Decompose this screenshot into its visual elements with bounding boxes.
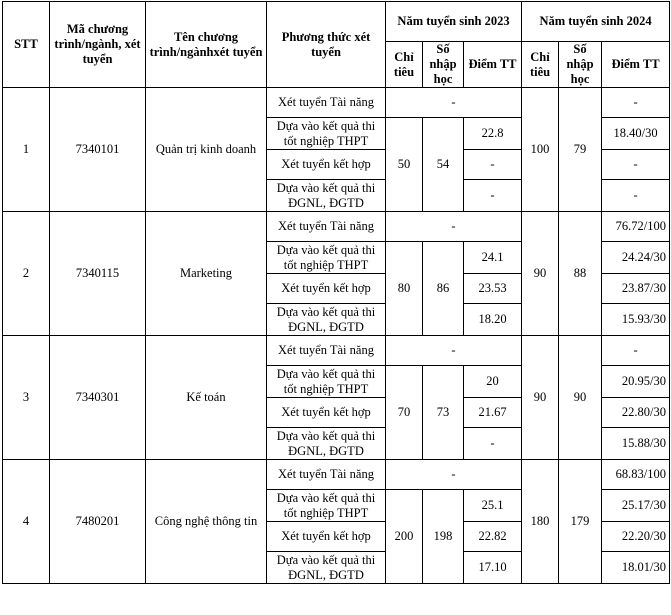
- cell-enrolled-2023: 54: [423, 118, 464, 212]
- cell-score-2024: 24.24/30: [602, 242, 670, 274]
- cell-quota-2024: 100: [522, 88, 559, 212]
- header-score-2024: Điểm TT: [602, 42, 670, 88]
- cell-score-2024: -: [602, 88, 670, 118]
- cell-program-code: 7340301: [50, 336, 146, 460]
- cell-stt: 1: [3, 88, 50, 212]
- cell-score-2023: 17.10: [464, 552, 522, 584]
- table-body: [3, 88, 670, 584]
- cell-method: Xét tuyển kết hợp: [267, 398, 386, 428]
- cell-enrolled-2023: 73: [423, 366, 464, 460]
- cell-score-2023: 20: [464, 366, 522, 398]
- header-enrolled-2024: Số nhập học: [559, 42, 602, 88]
- cell-score-2023: 22.8: [464, 118, 522, 150]
- cell-score-2023: 24.1: [464, 242, 522, 274]
- header-enrolled-2023: Số nhập học: [423, 42, 464, 88]
- cell-score-2024: 15.93/30: [602, 304, 670, 336]
- table-row: [3, 336, 670, 366]
- cell-talent-2023: -: [386, 88, 522, 118]
- cell-score-2024: -: [602, 180, 670, 212]
- cell-method: Dựa vào kết quả thi tốt nghiệp THPT: [267, 366, 386, 398]
- header-program-code: Mã chương trình/ngành, xét tuyển: [50, 2, 146, 88]
- cell-method: Xét tuyển kết hợp: [267, 522, 386, 552]
- cell-program-code: 7340101: [50, 88, 146, 212]
- cell-program-name: Marketing: [146, 212, 267, 336]
- cell-program-code: 7480201: [50, 460, 146, 584]
- cell-score-2024: -: [602, 336, 670, 366]
- cell-method: Xét tuyển Tài năng: [267, 336, 386, 366]
- cell-method: Dựa vào kết quả thi tốt nghiệp THPT: [267, 118, 386, 150]
- table-row: [3, 88, 670, 118]
- cell-quota-2023: 200: [386, 490, 423, 584]
- cell-score-2023: -: [464, 428, 522, 460]
- header-admission-method: Phương thức xét tuyển: [267, 2, 386, 88]
- header-score-2023: Điểm TT: [464, 42, 522, 88]
- cell-score-2024: 68.83/100: [602, 460, 670, 490]
- table-row: [3, 212, 670, 242]
- cell-talent-2023: -: [386, 212, 522, 242]
- cell-enrolled-2024: 79: [559, 88, 602, 212]
- cell-quota-2023: 80: [386, 242, 423, 336]
- cell-score-2023: -: [464, 180, 522, 212]
- cell-quota-2024: 90: [522, 336, 559, 460]
- cell-stt: 2: [3, 212, 50, 336]
- cell-stt: 4: [3, 460, 50, 584]
- cell-program-name: Quản trị kinh doanh: [146, 88, 267, 212]
- cell-score-2024: 22.20/30: [602, 522, 670, 552]
- cell-talent-2023: -: [386, 336, 522, 366]
- cell-score-2024: 76.72/100: [602, 212, 670, 242]
- table-row: [3, 460, 670, 490]
- cell-enrolled-2024: 179: [559, 460, 602, 584]
- header-quota-2023: Chỉ tiêu: [386, 42, 423, 88]
- cell-score-2024: 22.80/30: [602, 398, 670, 428]
- header-year-2023: Năm tuyển sinh 2023: [386, 2, 522, 42]
- table-header: [3, 2, 670, 88]
- cell-method: Dựa vào kết quả thi tốt nghiệp THPT: [267, 490, 386, 522]
- cell-program-code: 7340115: [50, 212, 146, 336]
- cell-score-2023: 22.82: [464, 522, 522, 552]
- cell-enrolled-2024: 90: [559, 336, 602, 460]
- cell-quota-2024: 180: [522, 460, 559, 584]
- cell-score-2024: 23.87/30: [602, 274, 670, 304]
- cell-method: Dựa vào kết quả thi ĐGNL, ĐGTD: [267, 552, 386, 584]
- cell-method: Xét tuyển kết hợp: [267, 150, 386, 180]
- cell-quota-2024: 90: [522, 212, 559, 336]
- cell-enrolled-2024: 88: [559, 212, 602, 336]
- cell-method: Xét tuyển Tài năng: [267, 460, 386, 490]
- cell-score-2024: 18.01/30: [602, 552, 670, 584]
- cell-quota-2023: 50: [386, 118, 423, 212]
- cell-method: Dựa vào kết quả thi ĐGNL, ĐGTD: [267, 180, 386, 212]
- cell-method: Xét tuyển kết hợp: [267, 274, 386, 304]
- cell-score-2024: 20.95/30: [602, 366, 670, 398]
- header-quota-2024: Chỉ tiêu: [522, 42, 559, 88]
- cell-program-name: Kế toán: [146, 336, 267, 460]
- cell-score-2024: 25.17/30: [602, 490, 670, 522]
- cell-score-2024: -: [602, 150, 670, 180]
- cell-method: Xét tuyển Tài năng: [267, 212, 386, 242]
- cell-enrolled-2023: 198: [423, 490, 464, 584]
- cell-program-name: Công nghệ thông tin: [146, 460, 267, 584]
- cell-score-2024: 15.88/30: [602, 428, 670, 460]
- cell-enrolled-2023: 86: [423, 242, 464, 336]
- cell-score-2023: 21.67: [464, 398, 522, 428]
- cell-method: Xét tuyển Tài năng: [267, 88, 386, 118]
- cell-score-2023: 18.20: [464, 304, 522, 336]
- header-program-name: Tên chương trình/ngànhxét tuyển: [146, 2, 267, 88]
- cell-stt: 3: [3, 336, 50, 460]
- cell-method: Dựa vào kết quả thi tốt nghiệp THPT: [267, 242, 386, 274]
- cell-score-2023: 25.1: [464, 490, 522, 522]
- cell-talent-2023: -: [386, 460, 522, 490]
- cell-method: Dựa vào kết quả thi ĐGNL, ĐGTD: [267, 428, 386, 460]
- cell-score-2023: 23.53: [464, 274, 522, 304]
- header-stt: STT: [3, 2, 50, 88]
- header-year-2024: Năm tuyển sinh 2024: [522, 2, 670, 42]
- cell-score-2023: -: [464, 150, 522, 180]
- cell-method: Dựa vào kết quả thi ĐGNL, ĐGTD: [267, 304, 386, 336]
- cell-quota-2023: 70: [386, 366, 423, 460]
- admission-table: [2, 1, 670, 584]
- cell-score-2024: 18.40/30: [602, 118, 670, 150]
